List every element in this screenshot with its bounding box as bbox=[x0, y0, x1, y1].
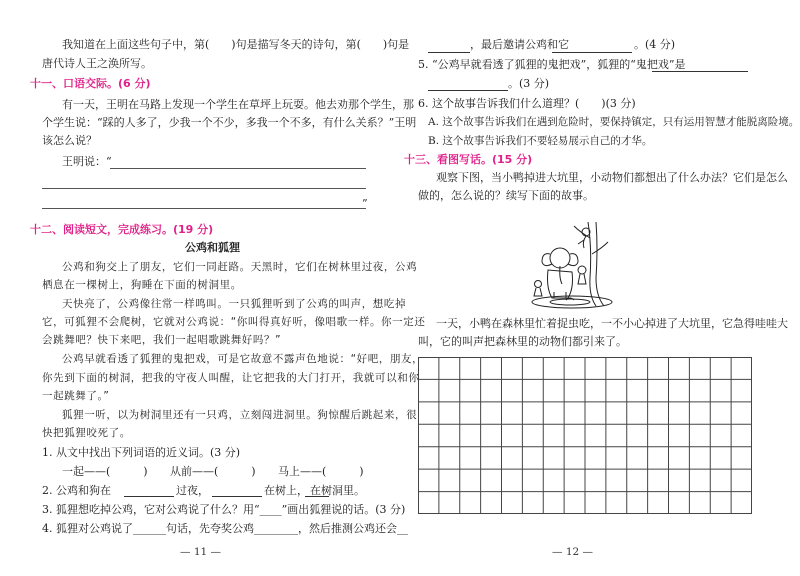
continuation-end: 。(4 分) bbox=[634, 38, 676, 51]
question-5-end: 。(3 分) bbox=[508, 77, 550, 90]
story-line: 天快亮了，公鸡像往常一样鸣叫。一只狐狸听到了公鸡的叫声，想吃掉 bbox=[62, 298, 407, 310]
question-2-part-b: 过夜， bbox=[176, 484, 209, 497]
question-2-blank[interactable] bbox=[124, 496, 174, 497]
option-a[interactable]: A. 这个故事告诉我们在遇到危险时，要保持镇定，只有运用智慧才能脱离险境。 bbox=[428, 116, 800, 128]
story-line: 一起跳舞了。” bbox=[42, 390, 110, 402]
page-number-left: — 11 — bbox=[180, 546, 222, 558]
question-3: 3. 狐狸想吃掉公鸡，它对公鸡说了什么？用“____”画出狐狸说的话。(3 分) bbox=[42, 503, 406, 516]
story-line: 栖息在一棵树上，狗睡在下面的树洞里。 bbox=[42, 279, 242, 291]
question-5: 5. “公鸡早就看透了狐狸的鬼把戏”，狐狸的“鬼把戏”是 bbox=[418, 58, 686, 71]
story-line: 公鸡早就看透了狐狸的鬼把戏，可是它故意不露声色地说：“好吧，朋友， bbox=[62, 353, 424, 365]
question-5-blank-1[interactable] bbox=[652, 71, 748, 72]
answer-line-2[interactable] bbox=[42, 188, 366, 189]
story-line: 狐狸一听，以为树洞里还有一只鸡，立刻闯进洞里。狗惊醒后跳起来，很 bbox=[62, 409, 418, 421]
writing-grid[interactable] bbox=[418, 357, 752, 514]
question-4: 4. 狐狸对公鸡说了______句话，先夸奖公鸡________，然后推测公鸡还会__ bbox=[42, 522, 408, 535]
answer-line-3[interactable] bbox=[42, 208, 366, 209]
story-line: 公鸡和狗交上了朋友，它们一同赶路。天黑时，它们在树林里过夜，公鸡 bbox=[62, 261, 418, 273]
continuation-blank-2[interactable] bbox=[552, 52, 632, 53]
question-2-part-d: 在树洞里。 bbox=[310, 484, 365, 497]
story-illustration bbox=[530, 218, 614, 310]
story-line: 会跳舞吧？快下来吧，我们一起唱歌跳舞好吗？” bbox=[42, 334, 282, 346]
section-11-paragraph-2: 个学生说：“踩的人多了，少我一个不少，多我一个不多，有什么关系？”王明 bbox=[42, 116, 417, 129]
story-start-line-1: 一天，小鸭在森林里忙着捉虫吃，一不小心掉进了大坑里，它急得哇哇大 bbox=[436, 317, 788, 330]
section-13-paragraph-1: 观察下图，当小鸭掉进大坑里，小动物们都想出了什么办法？它们是怎么 bbox=[436, 171, 788, 184]
intro-question-line-2: 唐代诗人王之涣所写。 bbox=[42, 57, 152, 70]
option-b[interactable]: B. 这个故事告诉我们不要轻易展示自己的才华。 bbox=[428, 135, 653, 147]
continuation-blank-1[interactable] bbox=[428, 52, 470, 53]
answer-label: 王明说：“ bbox=[62, 155, 112, 168]
question-2-blank[interactable] bbox=[212, 496, 262, 497]
question-5-blank-2[interactable] bbox=[428, 90, 508, 91]
section-13-paragraph-2: 做的，怎么说的？续写下面的故事。 bbox=[418, 189, 594, 202]
section-11-paragraph-1: 有一天，王明在马路上发现一个学生在草坪上玩耍。他去劝那个学生，那 bbox=[62, 98, 414, 111]
story-line: 快把狐狸咬死了。 bbox=[42, 427, 131, 439]
question-2-part-a: 2. 公鸡和狗在 bbox=[42, 484, 111, 497]
story-line: 它，可狐狸不会爬树，它就对公鸡说：“你叫得真好听，像唱歌一样。你一定还 bbox=[42, 316, 426, 328]
question-1: 1. 从文中找出下列词语的近义词。(3 分) bbox=[42, 446, 241, 459]
section-11-paragraph-3: 该怎么说？ bbox=[42, 134, 97, 147]
story-line: 你先到下面的树洞，把我的守夜人叫醒，让它把我的大门打开，我就可以和你 bbox=[42, 372, 420, 384]
question-1-item[interactable]: 一起——( ) bbox=[62, 465, 148, 478]
section-11-heading: 十一、口语交际。(6 分) bbox=[30, 77, 151, 90]
page-number-right: — 12 — bbox=[552, 546, 594, 558]
question-1-item[interactable]: 从前——( ) bbox=[170, 465, 256, 478]
question-6: 6. 这个故事告诉我们什么道理？( )(3 分) bbox=[418, 97, 636, 110]
question-2-part-c: 在树上， bbox=[264, 484, 308, 497]
intro-question-line-1: 我知道在上面这些句子中，第( )句是描写冬天的诗句，第( )句是 bbox=[62, 38, 410, 51]
story-start-line-2: 叫，它的叫声把森林里的动物们都引来了。 bbox=[418, 335, 627, 348]
section-12-heading: 十二、阅读短文，完成练习。(19 分) bbox=[30, 223, 214, 236]
continuation-text: ，最后邀请公鸡和它 bbox=[470, 38, 569, 51]
answer-line-1[interactable] bbox=[110, 168, 366, 169]
question-1-item[interactable]: 马上——( ) bbox=[278, 465, 364, 478]
answer-close-quote: ” bbox=[362, 197, 368, 210]
section-13-heading: 十三、看图写话。(15 分) bbox=[404, 153, 533, 166]
story-title: 公鸡和狐狸 bbox=[185, 241, 240, 254]
